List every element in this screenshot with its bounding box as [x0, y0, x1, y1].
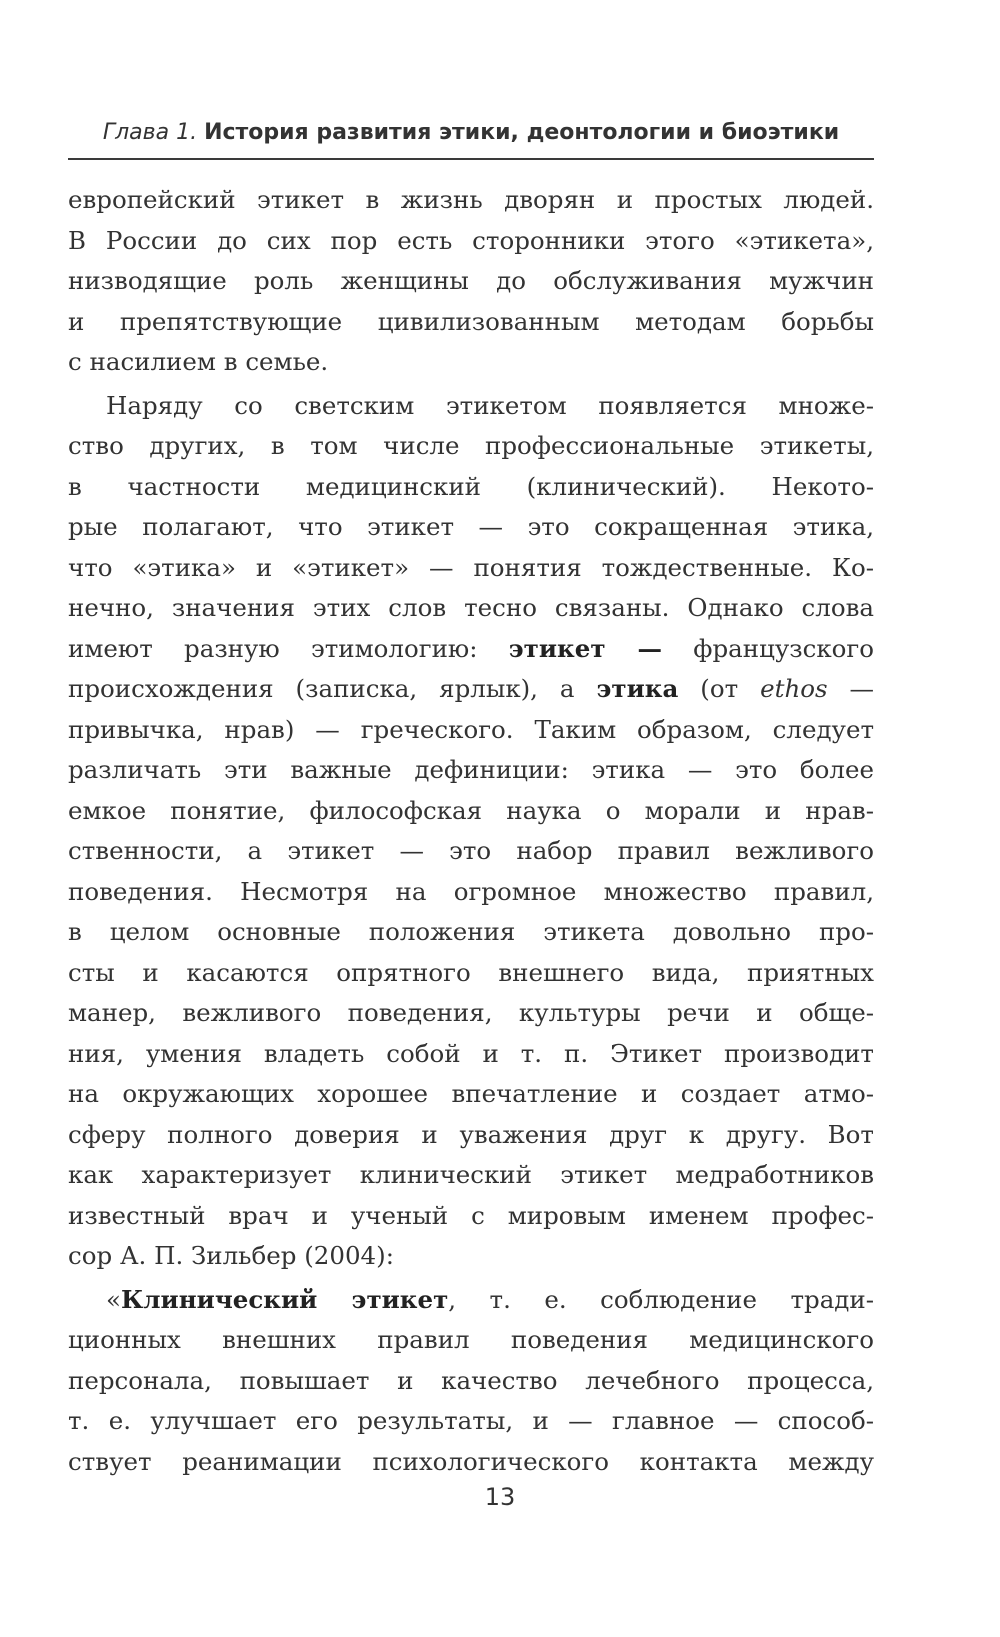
text-line: европейский этикет в жизнь дворян и простых людей.	[68, 185, 874, 214]
text-line: нечно, значения этих слов тесно связаны. Однако слова	[68, 593, 874, 622]
text-line: как характеризует клинический этикет медработников	[68, 1160, 874, 1189]
chapter-title: История развития этики, деонтологии и биоэтики	[204, 120, 840, 145]
chapter-label: Глава 1.	[102, 120, 198, 145]
term-etika: этика	[596, 674, 679, 703]
text-line: рые полагают, что этикет — это сокращенная этика,	[68, 512, 874, 541]
text-line: что «этика» и «этикет» — понятия тождественные. Ко-	[68, 552, 874, 582]
text-line: и препятствующие цивилизованным методам борьбы	[68, 306, 874, 336]
page-number: 13	[484, 1483, 516, 1511]
running-head	[68, 118, 874, 148]
text-line: в целом основные положения этикета довольно про-	[68, 917, 874, 946]
text-line: манер, вежливого поведения, культуры речи и обще-	[68, 998, 874, 1027]
text-run: , т. е. соблюдение тради-	[448, 1284, 874, 1314]
text-line: персонала, повышает и качество лечебного процесса,	[68, 1365, 874, 1395]
text-line: сферу полного доверия и уважения друг к другу. Вот	[68, 1119, 874, 1149]
text-line	[68, 1280, 874, 1321]
text-line: различать эти важные дефиниции: этика — это более	[68, 755, 874, 784]
header-rule	[68, 158, 874, 160]
text-line: сор А. П. Зильбер (2004):	[68, 1241, 394, 1270]
text-line: в частности медицинский (клинический). Некото-	[68, 471, 874, 501]
text-run: происхождения (записка, ярлык), а	[68, 674, 575, 703]
text-line: ствует реанимации психологического контакта между	[68, 1446, 874, 1476]
text-line: привычка, нрав) — греческого. Таким образом, следует	[68, 714, 874, 744]
text-line	[68, 669, 874, 710]
body-text	[68, 180, 874, 1482]
term-ethos: ethos	[760, 674, 828, 703]
term-clinical-etiquette: Клинический этикет	[121, 1284, 449, 1314]
text-line: ственности, а этикет — это набор правил вежливого	[68, 836, 874, 865]
text-line: В России до сих пор есть сторонники этого «этикета»,	[68, 225, 874, 255]
text-line: с насилием в семье.	[68, 347, 329, 376]
text-line: низводящие роль женщины до обслуживания мужчин	[68, 266, 874, 295]
text-line: на окружающих хорошее впечатление и создает атмо-	[68, 1079, 874, 1108]
text-line: емкое понятие, философская наука о морали и нрав-	[68, 795, 874, 825]
text-line: поведения. Несмотря на огромное множество правил,	[68, 876, 874, 906]
text-line: Наряду со светским этикетом появляется множе-	[106, 390, 874, 420]
term-etiket: этикет —	[508, 633, 663, 663]
text-run: французского	[693, 633, 874, 663]
text-line: т. е. улучшает его результаты, и — главное — способ-	[68, 1406, 874, 1435]
text-line: ния, умения владеть собой и т. п. Этикет производит	[68, 1038, 874, 1068]
open-quote: «	[106, 1284, 121, 1314]
text-line	[68, 629, 874, 670]
text-run: (от	[700, 674, 739, 703]
text-run: —	[849, 674, 874, 703]
text-line: ство других, в том числе профессиональные этикеты,	[68, 431, 874, 460]
text-line: известный врач и ученый с мировым именем профес-	[68, 1200, 874, 1230]
text-line: ционных внешних правил поведения медицинского	[68, 1325, 874, 1354]
text-run: имеют разную этимологию:	[68, 633, 478, 663]
text-line: сты и касаются опрятного внешнего вида, приятных	[68, 957, 874, 987]
